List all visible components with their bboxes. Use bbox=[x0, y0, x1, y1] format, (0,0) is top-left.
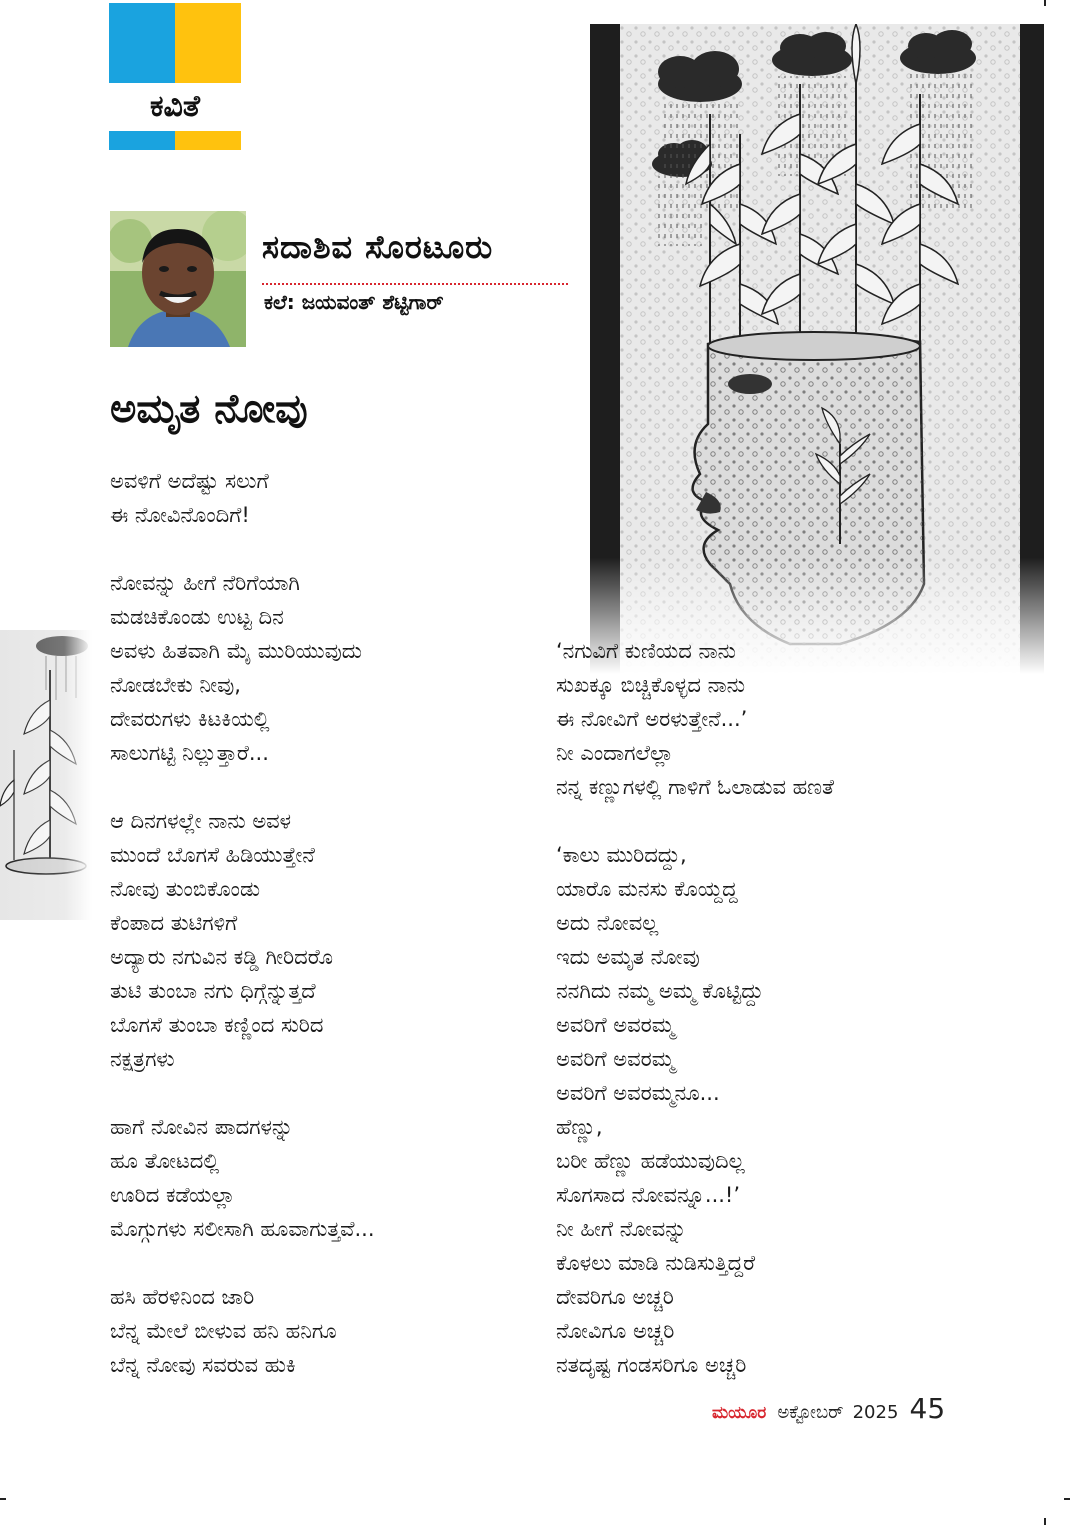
tag-blue-block bbox=[109, 3, 175, 83]
poem-line: ಊರಿದ ಕಡೆಯಲ್ಲಾ bbox=[110, 1183, 235, 1207]
crop-mark bbox=[1044, 0, 1046, 6]
poem-line: ಕೆಂಪಾದ ತುಟಿಗಳಿಗೆ bbox=[110, 911, 238, 935]
author-name: ಸದಾಶಿವ ಸೊರಟೂರು bbox=[262, 228, 494, 266]
poem-line: ನನಗಿದು ನಮ್ಮ ಅಮ್ಮ ಕೊಟ್ಟಿದ್ದು bbox=[556, 979, 764, 1003]
poem-line: ನತದೃಷ್ಟ ಗಂಡಸರಿಗೂ ಅಚ್ಚರಿ bbox=[556, 1353, 747, 1377]
poem-line: ಸೊಗಸಾದ ನೋವನ್ನೂ...!’ bbox=[556, 1183, 741, 1207]
tag-yellow-block bbox=[175, 3, 241, 83]
poem-line: ಇದು ಅಮೃತ ನೋವು bbox=[556, 945, 700, 969]
stanza-gap bbox=[556, 804, 834, 838]
poem-line: ಆ ದಿನಗಳಲ್ಲೇ ನಾನು ಅವಳ bbox=[110, 809, 292, 833]
page-number: 45 bbox=[909, 1392, 946, 1425]
tag-yellow-strip bbox=[175, 131, 241, 150]
poem-line: ಬರೀ ಹೆಣ್ಣು ಹಡೆಯುವುದಿಲ್ಲ bbox=[556, 1149, 745, 1173]
issue-year: 2025 bbox=[852, 1402, 899, 1423]
poem-line: ನೋಡಬೇಕು ನೀವು, bbox=[110, 673, 241, 697]
poem-line: ನೀ ಹೀಗೆ ನೋವನ್ನು bbox=[556, 1217, 687, 1241]
crop-mark bbox=[1064, 1498, 1070, 1500]
poem-title: ಅಮೃತ ನೋವು bbox=[110, 386, 308, 432]
poem-right-column bbox=[556, 634, 834, 1382]
poem-line: ನೀ ಎಂದಾಗಲೆಲ್ಲಾ bbox=[556, 741, 674, 765]
poem-line: ಹೂ ತೋಟದಲ್ಲಿ bbox=[110, 1149, 220, 1173]
stanza-gap bbox=[110, 532, 375, 566]
poem-line: ನಕ್ಷತ್ರಗಳು bbox=[110, 1047, 175, 1071]
poem-line: ದೇವರಿಗೂ ಅಚ್ಚರಿ bbox=[556, 1285, 674, 1309]
crop-mark bbox=[1044, 1518, 1046, 1525]
poem-illustration bbox=[590, 24, 1044, 674]
poem-line: ಮೊಗ್ಗುಗಳು ಸಲೀಸಾಗಿ ಹೂವಾಗುತ್ತವೆ... bbox=[110, 1217, 375, 1241]
poem-line: ನೋವಿಗೂ ಅಚ್ಚರಿ bbox=[556, 1319, 675, 1343]
poem-line: ಹಾಗೆ ನೋವಿನ ಪಾದಗಳನ್ನು bbox=[110, 1115, 294, 1139]
stanza-gap bbox=[110, 1076, 375, 1110]
poem-line: ಕೊಳಲು ಮಾಡಿ ನುಡಿಸುತ್ತಿದ್ದರೆ bbox=[556, 1251, 756, 1275]
poem-line: ನನ್ನ ಕಣ್ಣುಗಳಲ್ಲಿ ಗಾಳಿಗೆ ಓಲಾಡುವ ಹಣತೆ bbox=[556, 775, 835, 799]
section-label: ಕವಿತೆ bbox=[150, 89, 200, 124]
poem-line: ಈ ನೋವಿಗೆ ಅರಳುತ್ತೇನೆ...’ bbox=[556, 707, 748, 731]
poem-line: ಯಾರೊ ಮನಸು ಕೊಯ್ದದ್ದ bbox=[556, 877, 738, 901]
poem-line: ಅವರಿಗೆ ಅವರಮ್ಮ bbox=[556, 1013, 675, 1037]
poem-line: ಸುಖಕ್ಕೂ ಬಿಚ್ಚಿಕೊಳ್ಳದ ನಾನು bbox=[556, 673, 746, 697]
author-photo bbox=[110, 211, 246, 347]
stanza-gap bbox=[110, 1246, 375, 1280]
poem-line: ದೇವರುಗಳು ಕಿಟಕಿಯಲ್ಲಿ bbox=[110, 707, 270, 731]
poem-line: ಅದ್ಯಾರು ನಗುವಿನ ಕಡ್ಡಿ ಗೀರಿದರೊ bbox=[110, 945, 334, 969]
art-credit: ಕಲೆ: ಜಯವಂತ್ ಶೆಟ್ಟಿಗಾರ್ bbox=[264, 290, 444, 314]
poem-line: ಅವರಿಗೆ ಅವರಮ್ಮ bbox=[556, 1047, 675, 1071]
poem-line: ಈ ನೋವಿನೊಂದಿಗೆ! bbox=[110, 503, 250, 527]
poem-line: ಸಾಲುಗಟ್ಟಿ ನಿಲ್ಲುತ್ತಾರೆ... bbox=[110, 741, 269, 765]
poem-line: ‘ಕಾಲು ಮುರಿದದ್ದು, bbox=[556, 843, 687, 867]
poem-line: ಅವರಿಗೆ ಅವರಮ್ಮನೂ... bbox=[556, 1081, 720, 1105]
poem-line: ಬೊಗಸೆ ತುಂಬಾ ಕಣ್ಣಿಂದ ಸುರಿದ bbox=[110, 1013, 324, 1037]
poem-line: ನೋವನ್ನು ಹೀಗೆ ನೆರಿಗೆಯಾಗಿ bbox=[110, 571, 300, 595]
poem-line: ತುಟಿ ತುಂಬಾ ನಗು ಧಿಗ್ಗೆನ್ನುತ್ತದೆ bbox=[110, 979, 316, 1003]
illustration-fragment bbox=[0, 630, 92, 920]
poem-line: ಅದು ನೋವಲ್ಲ bbox=[556, 911, 659, 935]
dotted-divider bbox=[262, 283, 568, 285]
poem-line: ನೋವು ತುಂಬಿಕೊಂಡು bbox=[110, 877, 261, 901]
poem-line: ಬೆನ್ನ ಮೇಲೆ ಬೀಳುವ ಹನಿ ಹನಿಗೂ bbox=[110, 1319, 337, 1343]
poem-line: ‘ನಗುವಿಗೆ ಕುಣಿಯದ ನಾನು bbox=[556, 639, 736, 663]
tag-blue-strip bbox=[109, 131, 175, 150]
poem-line: ಅವಳಿಗೆ ಅದೆಷ್ಟು ಸಲುಗೆ bbox=[110, 469, 269, 493]
magazine-logo: ಮಯೂರ bbox=[712, 1403, 767, 1423]
poem-left-column bbox=[110, 464, 375, 1382]
crop-mark bbox=[0, 1498, 6, 1500]
section-tag bbox=[109, 3, 241, 150]
page-footer bbox=[712, 1392, 945, 1425]
poem-line: ಬೆನ್ನ ನೋವು ಸವರುವ ಹುಕಿ bbox=[110, 1353, 296, 1377]
poem-line: ಹೆಣ್ಣು, bbox=[556, 1115, 603, 1139]
poem-line: ಮುಂದೆ ಬೊಗಸೆ ಹಿಡಿಯುತ್ತೇನೆ bbox=[110, 843, 315, 867]
poem-line: ಮಡಚಿಕೊಂಡು ಉಟ್ಟ ದಿನ bbox=[110, 605, 284, 629]
stanza-gap bbox=[110, 770, 375, 804]
poem-line: ಹಸಿ ಹೆರಳಿನಿಂದ ಜಾರಿ bbox=[110, 1285, 255, 1309]
issue-month: ಅಕ್ಟೋಬರ್ bbox=[777, 1402, 844, 1423]
poem-line: ಅವಳು ಹಿತವಾಗಿ ಮೈ ಮುರಿಯುವುದು bbox=[110, 639, 362, 663]
